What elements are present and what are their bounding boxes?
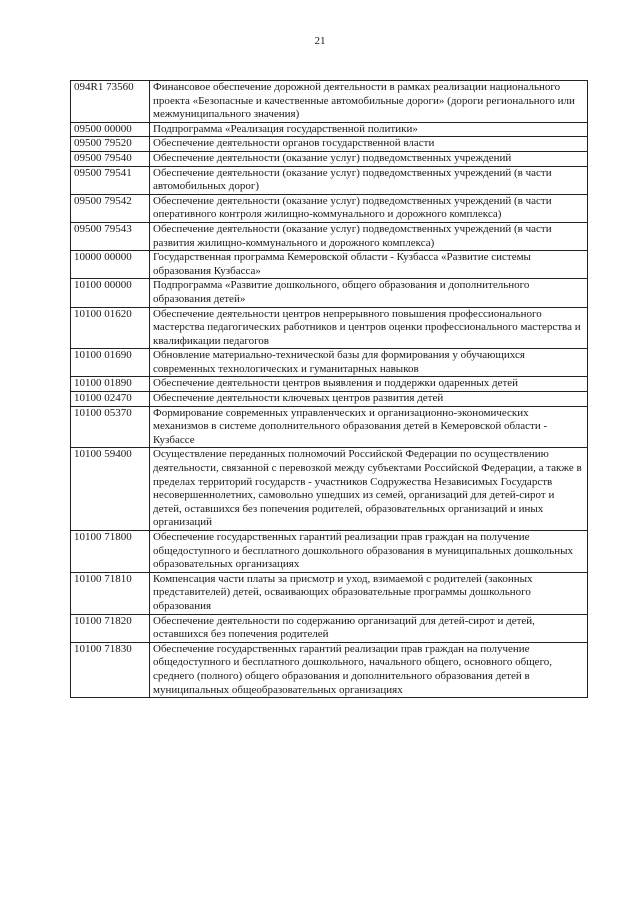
row-code: 10100 01620 — [71, 307, 150, 349]
row-code: 10100 71800 — [71, 531, 150, 573]
row-code: 10100 71820 — [71, 614, 150, 642]
row-code: 09500 79542 — [71, 194, 150, 222]
table-row — [71, 151, 588, 166]
row-code: 10100 01690 — [71, 349, 150, 377]
table-row — [71, 614, 588, 642]
row-code: 10100 59400 — [71, 448, 150, 531]
row-description: Обеспечение деятельности органов государственной власти — [150, 137, 588, 152]
page-number: 21 — [314, 35, 326, 47]
row-code: 10100 01890 — [71, 377, 150, 392]
table-row — [71, 307, 588, 349]
row-code: 10100 71810 — [71, 572, 150, 614]
row-description: Обеспечение государственных гарантий реализации прав граждан на получение общедоступного и бесплатного дошкольного, начального общего, основного общего, среднего (полного) общего образования и дополнительного образования детей в муниципальных общеобразовательных организациях — [150, 642, 588, 697]
row-description: Обеспечение деятельности ключевых центров развития детей — [150, 392, 588, 407]
row-code: 09500 79541 — [71, 166, 150, 194]
row-code: 10000 00000 — [71, 251, 150, 279]
table-body — [71, 81, 588, 698]
row-description: Обеспечение деятельности центров непрерывного повышения профессионального мастерства педагогических работников и центров оценки профессионального мастерства и квалификации педагогов — [150, 307, 588, 349]
row-description: Обеспечение государственных гарантий реализации прав граждан на получение общедоступного и бесплатного дошкольного образования в муниципальных дошкольных образовательных организациях — [150, 531, 588, 573]
row-code: 10100 71830 — [71, 642, 150, 697]
row-description: Подпрограмма «Развитие дошкольного, общего образования и дополнительного образования детей» — [150, 279, 588, 307]
row-code: 09500 79520 — [71, 137, 150, 152]
row-description: Государственная программа Кемеровской области - Кузбасса «Развитие системы образования Кузбасса» — [150, 251, 588, 279]
table-row — [71, 349, 588, 377]
row-code: 09500 79540 — [71, 151, 150, 166]
row-description: Обеспечение деятельности центров выявления и поддержки одаренных детей — [150, 377, 588, 392]
table-row — [71, 194, 588, 222]
row-description: Обеспечение деятельности (оказание услуг) подведомственных учреждений (в части развития жилищно-коммунального и дорожного комплекса) — [150, 222, 588, 250]
row-description: Формирование современных управленческих и организационно-экономических механизмов в системе дополнительного образования детей в Кемеровской области - Кузбассе — [150, 406, 588, 448]
row-description: Обеспечение деятельности (оказание услуг) подведомственных учреждений (в части автомобильных дорог) — [150, 166, 588, 194]
row-description: Обеспечение деятельности (оказание услуг) подведомственных учреждений — [150, 151, 588, 166]
table-row — [71, 642, 588, 697]
table-row — [71, 137, 588, 152]
row-code: 09500 00000 — [71, 122, 150, 137]
table-row — [71, 531, 588, 573]
row-description: Обеспечение деятельности по содержанию организаций для детей-сирот и детей, оставшихся без попечения родителей — [150, 614, 588, 642]
table-row — [71, 448, 588, 531]
row-description: Осуществление переданных полномочий Российской Федерации по осуществлению деятельности, связанной с перевозкой между субъектами Российской Федерации, а также в пределах территорий государств - участников Содружества Независимых Государств несовершеннолетних, самовольно ушедших из семей, организаций для детей-сирот и детей, оставшихся без попечения родителей, образовательных организаций и иных организаций — [150, 448, 588, 531]
row-code: 10100 00000 — [71, 279, 150, 307]
row-description: Финансовое обеспечение дорожной деятельности в рамках реализации национального проекта «Безопасные и качественные автомобильные дороги» (дороги регионального или межмуниципального значения) — [150, 81, 588, 123]
table-row — [71, 122, 588, 137]
row-description: Обновление материально-технической базы для формирования у обучающихся современных технологических и гуманитарных навыков — [150, 349, 588, 377]
row-code: 094R1 73560 — [71, 81, 150, 123]
table-row — [71, 166, 588, 194]
budget-codes-table — [70, 80, 588, 698]
row-description: Компенсация части платы за присмотр и уход, взимаемой с родителей (законных представителей) детей, осваивающих образовательные программы дошкольного образования — [150, 572, 588, 614]
row-description: Обеспечение деятельности (оказание услуг) подведомственных учреждений (в части оперативного контроля жилищно-коммунального и дорожного комплекса) — [150, 194, 588, 222]
table-row — [71, 279, 588, 307]
table-row — [71, 392, 588, 407]
row-code: 09500 79543 — [71, 222, 150, 250]
row-code: 10100 05370 — [71, 406, 150, 448]
row-code: 10100 02470 — [71, 392, 150, 407]
table-row — [71, 377, 588, 392]
table-row — [71, 81, 588, 123]
table-row — [71, 251, 588, 279]
table-row — [71, 222, 588, 250]
table-row — [71, 406, 588, 448]
table-row — [71, 572, 588, 614]
row-description: Подпрограмма «Реализация государственной политики» — [150, 122, 588, 137]
